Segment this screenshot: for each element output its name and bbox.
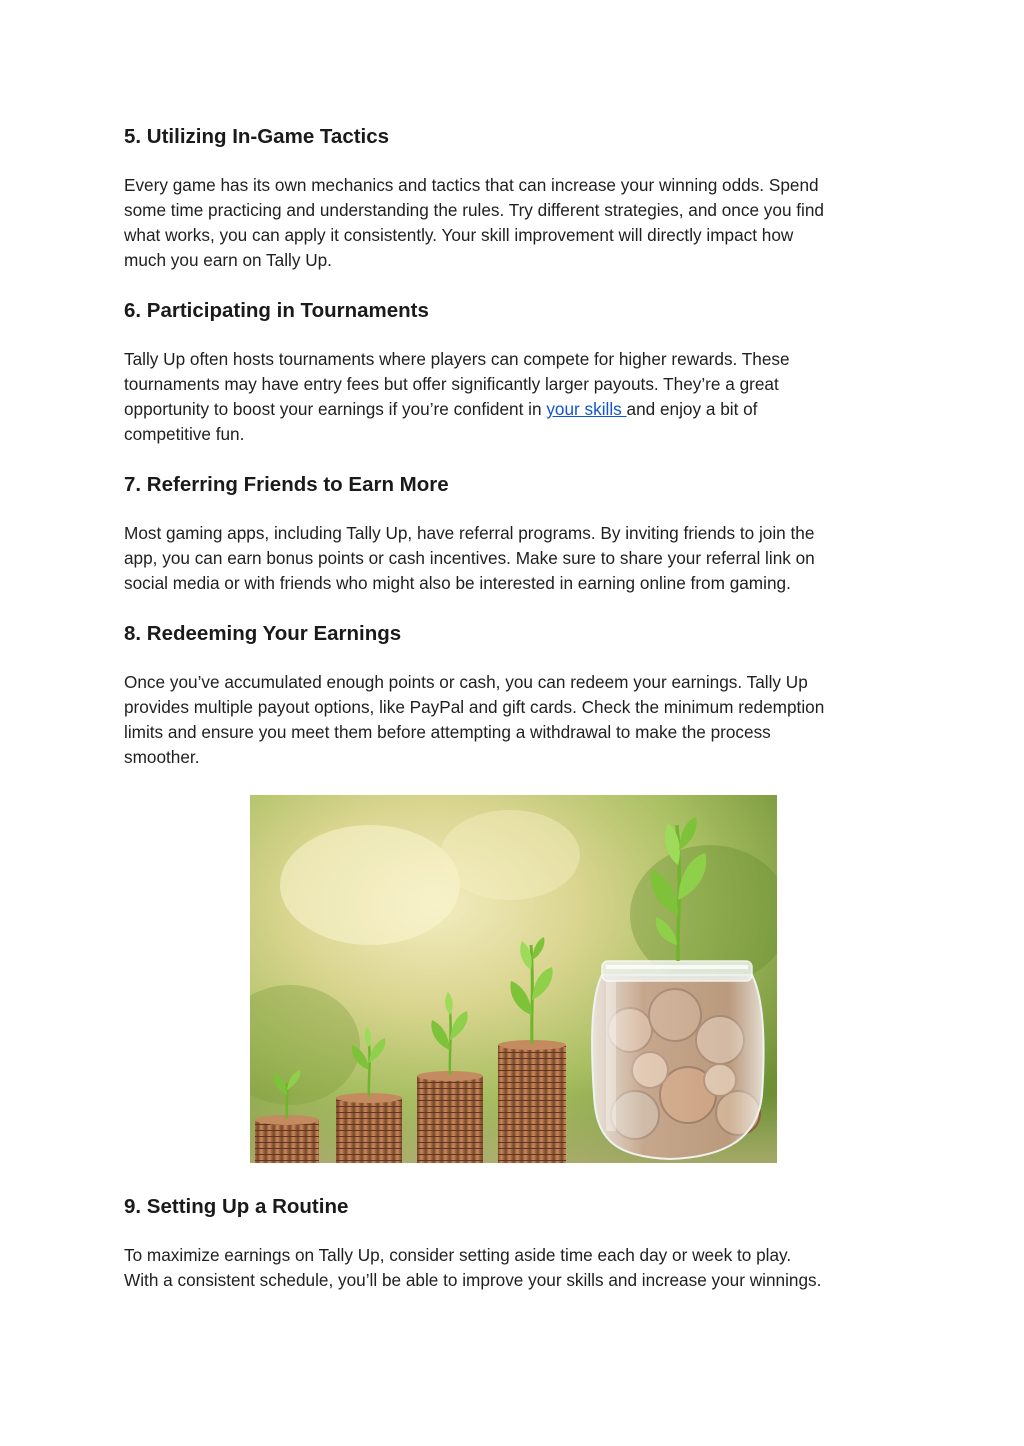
section-6-line-1: Tally Up often hosts tournaments where players can compete for higher rewards. These (124, 349, 790, 369)
section-6-line-3-after: and enjoy a bit of (626, 399, 758, 419)
section-6-heading: 6. Participating in Tournaments (124, 299, 429, 322)
section-8-line-4: smoother. (124, 747, 200, 767)
section-8-paragraph (124, 670, 914, 770)
section-8-line-1: Once you’ve accumulated enough points or cash, you can redeem your earnings. Tally Up (124, 672, 808, 692)
section-7-line-3: social media or with friends who might also be interested in earning online from gaming. (124, 573, 791, 593)
section-6-line-4: competitive fun. (124, 424, 245, 444)
section-7-paragraph (124, 521, 914, 596)
section-5-line-1: Every game has its own mechanics and tactics that can increase your winning odds. Spend (124, 175, 819, 195)
section-9-heading: 9. Setting Up a Routine (124, 1195, 349, 1218)
section-6-line-3-before: opportunity to boost your earnings if you’re confident in (124, 399, 547, 419)
section-8-line-2: provides multiple payout options, like PayPal and gift cards. Check the minimum redemption (124, 697, 825, 717)
section-9-line-1: To maximize earnings on Tally Up, consider setting aside time each day or week to play. (124, 1245, 792, 1265)
growing-coins-image (250, 795, 777, 1163)
section-7-line-1: Most gaming apps, including Tally Up, have referral programs. By inviting friends to join the (124, 523, 815, 543)
section-6-line-3 (124, 397, 914, 422)
section-5-line-3: what works, you can apply it consistently. Your skill improvement will directly impact how (124, 225, 794, 245)
section-7-heading: 7. Referring Friends to Earn More (124, 473, 449, 496)
section-8-line-3: limits and ensure you meet them before attempting a withdrawal to make the process (124, 722, 771, 742)
section-8-heading: 8. Redeeming Your Earnings (124, 622, 402, 645)
section-5-heading: 5. Utilizing In-Game Tactics (124, 125, 390, 148)
section-6-paragraph (124, 347, 914, 447)
section-7-line-2: app, you can earn bonus points or cash incentives. Make sure to share your referral link on (124, 548, 815, 568)
your-skills-link[interactable]: your skills (546, 399, 627, 419)
section-6-line-2: tournaments may have entry fees but offer significantly larger payouts. They’re a great (124, 374, 779, 394)
section-9-line-2: With a consistent schedule, you’ll be able to improve your skills and increase your winnings. (124, 1270, 822, 1290)
section-5-line-2: some time practicing and understanding the rules. Try different strategies, and once you find (124, 200, 824, 220)
section-5-paragraph (124, 173, 914, 273)
section-9-paragraph (124, 1243, 914, 1293)
section-5-line-4: much you earn on Tally Up. (124, 250, 332, 270)
